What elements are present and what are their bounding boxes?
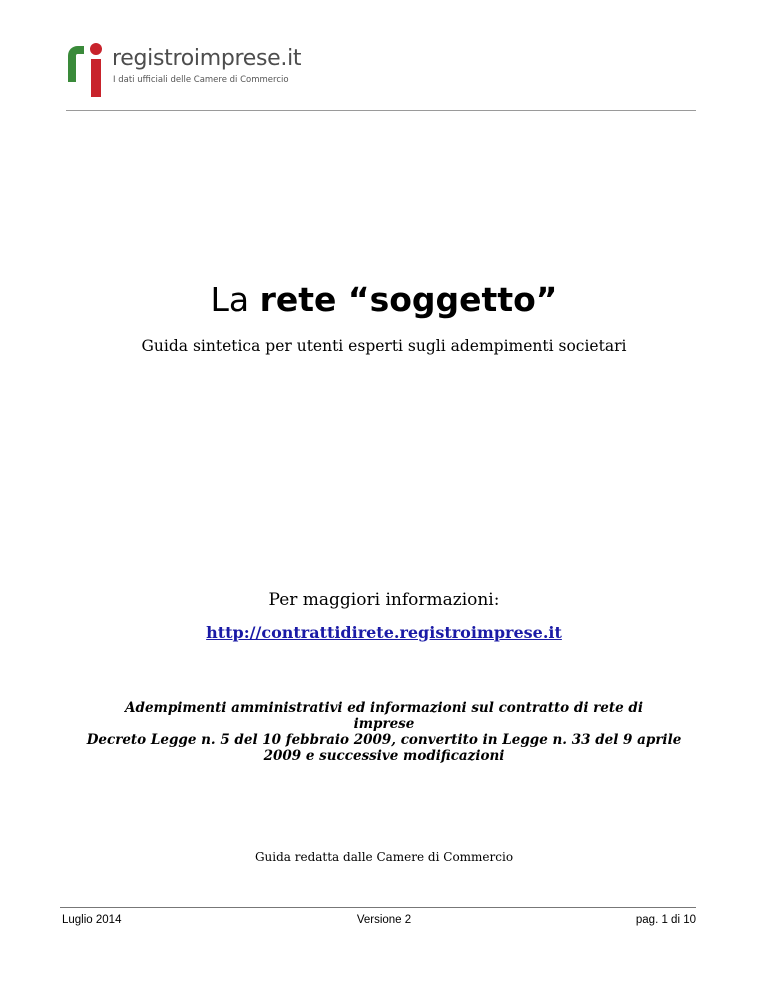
registroimprese-logo — [66, 42, 326, 98]
legal-notes — [60, 700, 708, 764]
logo-tagline: I dati ufficiali delle Camere di Commercio — [113, 75, 289, 85]
legal-note-line: 2009 e successive modificazioni — [263, 748, 505, 764]
author-credit: Guida redatta dalle Camere di Commercio — [254, 850, 514, 864]
info-label: Per maggiori informazioni: — [268, 590, 500, 610]
document-subtitle: Guida sintetica per utenti esperti sugli adempimenti societari — [141, 337, 627, 355]
legal-note-line: Adempimenti amministrativi ed informazioni sul contratto di rete di — [125, 700, 643, 716]
logo-mark-icon — [66, 42, 106, 98]
document-title — [0, 280, 768, 319]
footer-page-number: pag. 1 di 10 — [635, 914, 696, 926]
footer-date: Luglio 2014 — [62, 914, 122, 926]
footer-divider — [60, 907, 696, 908]
title-main: rete “soggetto” — [259, 280, 558, 319]
header-divider — [66, 110, 696, 111]
legal-note-line: imprese — [353, 716, 415, 732]
info-link-container — [0, 623, 768, 642]
footer-version: Versione 2 — [356, 914, 412, 926]
title-prefix: La — [210, 280, 250, 319]
legal-note-line: Decreto Legge n. 5 del 10 febbraio 2009, convertito in Legge n. 33 del 9 aprile — [86, 732, 682, 748]
info-link[interactable]: http://contrattidirete.registroimprese.it — [206, 623, 562, 642]
logo-name: registroimprese.it — [112, 46, 302, 71]
